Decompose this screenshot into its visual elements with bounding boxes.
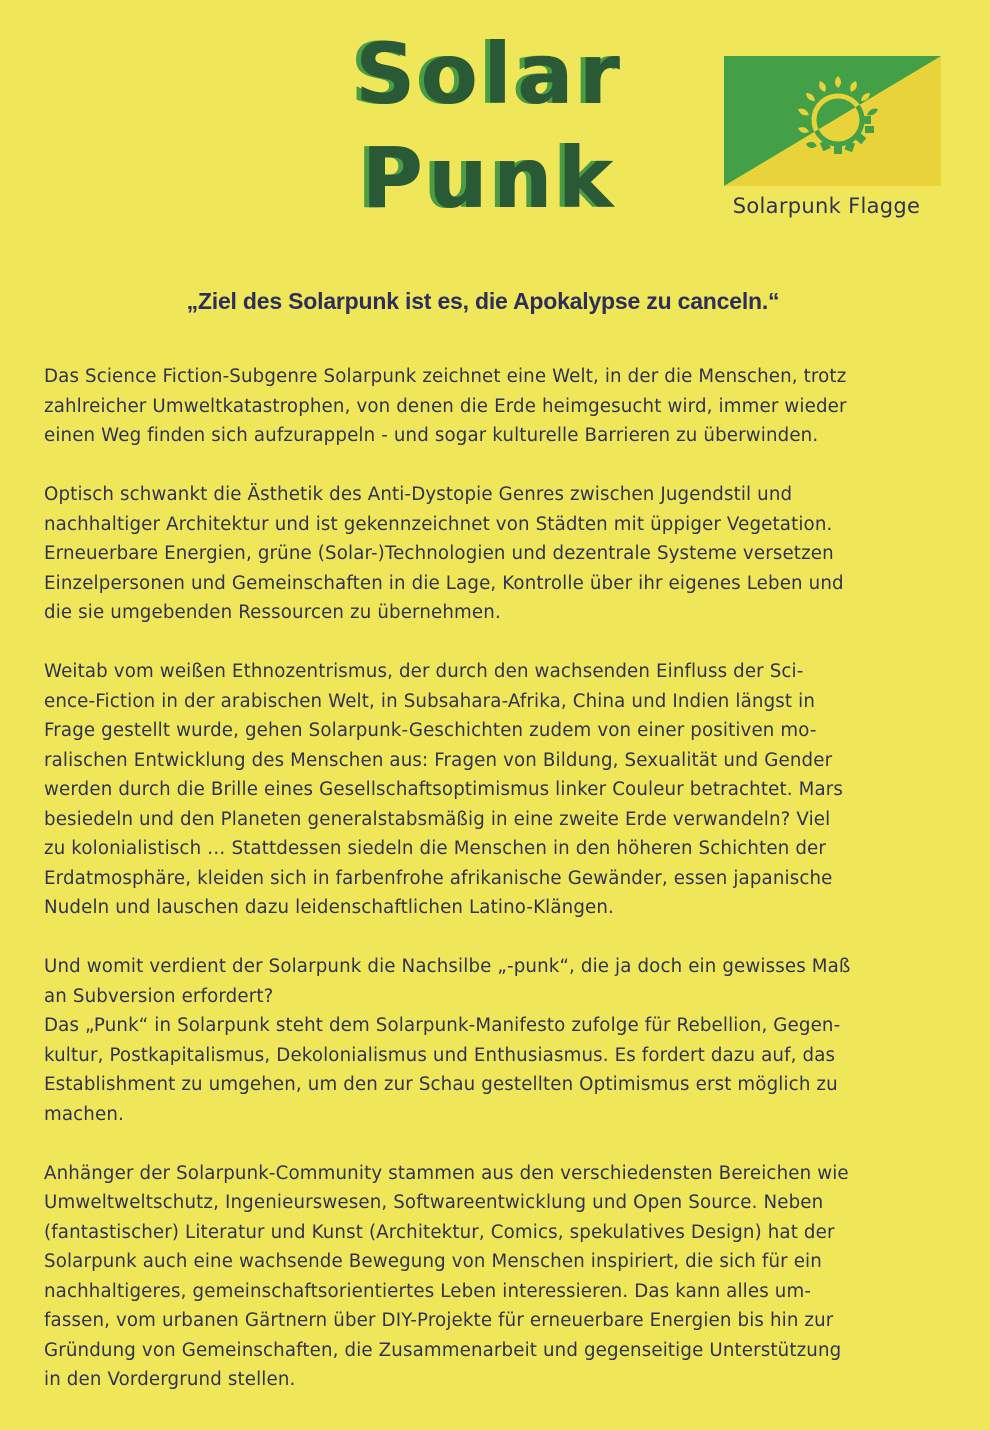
text-line: ralischen Entwicklung des Menschen aus: Fragen von Bildung, Sexualität und Gender — [44, 749, 833, 771]
solarpunk-flag-icon — [724, 56, 941, 186]
text-line: Das Science Fiction-Subgenre Solarpunk zeichnet eine Welt, in der die Menschen, trotz — [44, 366, 847, 387]
paragraph-4 — [44, 952, 924, 1129]
paragraph-3 — [44, 657, 924, 923]
text-line: nachhaltiger Architektur und ist gekennzeichnet von Städten mit üppiger Vegetation. — [44, 513, 833, 535]
text-line: Erdatmosphäre, kleiden sich in farbenfrohe afrikanische Gewänder, essen japanische — [44, 867, 833, 889]
paragraph-1 — [44, 362, 924, 451]
text-line: die sie umgebenden Ressourcen zu übernehmen. — [44, 602, 501, 623]
text-line: einen Weg finden sich aufzurappeln - und sogar kulturelle Barrieren zu überwinden. — [44, 425, 819, 446]
text-line: Erneuerbare Energien, grüne (Solar-)Technologien und dezentrale Systeme versetzen — [44, 543, 834, 564]
paragraph-2 — [44, 480, 924, 628]
text-line: Frage gestellt wurde, gehen Solarpunk-Geschichten zudem von einer positiven mo- — [44, 720, 817, 741]
text-line: Anhänger der Solarpunk-Community stammen aus den verschiedensten Bereichen wie — [44, 1162, 849, 1184]
article-body — [44, 362, 924, 1424]
text-line: kultur, Postkapitalismus, Dekolonialismus und Enthusiasmus. Es fordert dazu auf, das — [44, 1044, 836, 1066]
text-line: werden durch die Brille eines Gesellschaftsoptimismus linker Couleur betrachtet. Mars — [44, 779, 844, 800]
title-line-1: Solar — [354, 25, 626, 123]
pull-quote: „Ziel des Solarpunk ist es, die Apokalypse zu canceln.“ — [186, 288, 780, 314]
text-line: ence-Fiction in der arabischen Welt, in Subsahara-Afrika, China und Indien längst in — [44, 690, 815, 712]
text-line: machen. — [44, 1103, 124, 1125]
text-line: Weitab vom weißen Ethnozentrismus, der durch den wachsenden Einfluss der Sci- — [44, 661, 804, 682]
text-line: zahlreicher Umweltkatastrophen, von denen die Erde heimgesucht wird, immer wieder — [44, 395, 847, 417]
flag-figure — [724, 56, 942, 218]
text-line: zu kolonialistisch … Stattdessen siedeln die Menschen in den höheren Schichten der — [44, 838, 826, 859]
text-line: Das „Punk“ in Solarpunk steht dem Solarpunk-Manifesto zufolge für Rebellion, Gegen- — [44, 1015, 841, 1036]
text-line: in den Vordergrund stellen. — [44, 1369, 296, 1390]
text-line: Establishment zu umgehen, um den zur Schau gestellten Optimismus erst möglich zu — [44, 1074, 838, 1095]
flag-caption: Solarpunk Flagge — [732, 194, 921, 218]
text-line: fassen, vom urbanen Gärtnern über DIY-Projekte für erneuerbare Energien bis hin zur — [44, 1310, 834, 1331]
text-line: Optisch schwankt die Ästhetik des Anti-Dystopie Genres zwischen Jugendstil und — [44, 484, 793, 505]
text-line: (fantastischer) Literatur und Kunst (Architektur, Comics, spekulatives Design) hat der — [44, 1221, 835, 1243]
text-line: Und womit verdient der Solarpunk die Nachsilbe „-punk“, die ja doch ein gewisses Maß — [44, 956, 851, 977]
text-line: Umweltweltschutz, Ingenieurswesen, Softwareentwicklung und Open Source. Neben — [44, 1192, 824, 1213]
paragraph-5 — [44, 1159, 924, 1395]
text-line: nachhaltigeres, gemeinschaftsorientiertes Leben interessieren. Das kann alles um- — [44, 1280, 812, 1302]
text-line: Solarpunk auch eine wachsende Bewegung von Menschen inspiriert, die sich für ein — [44, 1251, 822, 1272]
text-line: Gründung von Gemeinschaften, die Zusammenarbeit und gegenseitige Unterstützung — [44, 1339, 842, 1361]
text-line: an Subversion erfordert? — [44, 985, 274, 1007]
text-line: Einzelpersonen und Gemeinschaften in die Lage, Kontrolle über ihr eigenes Leben und — [44, 572, 844, 594]
text-line: besiedeln und den Planeten generalstabsmäßig in eine zweite Erde verwandeln? Viel — [44, 808, 831, 830]
page-title — [310, 22, 670, 230]
text-line: Nudeln und lauschen dazu leidenschaftlichen Latino-Klängen. — [44, 897, 614, 918]
title-line-2: Punk — [361, 129, 619, 227]
